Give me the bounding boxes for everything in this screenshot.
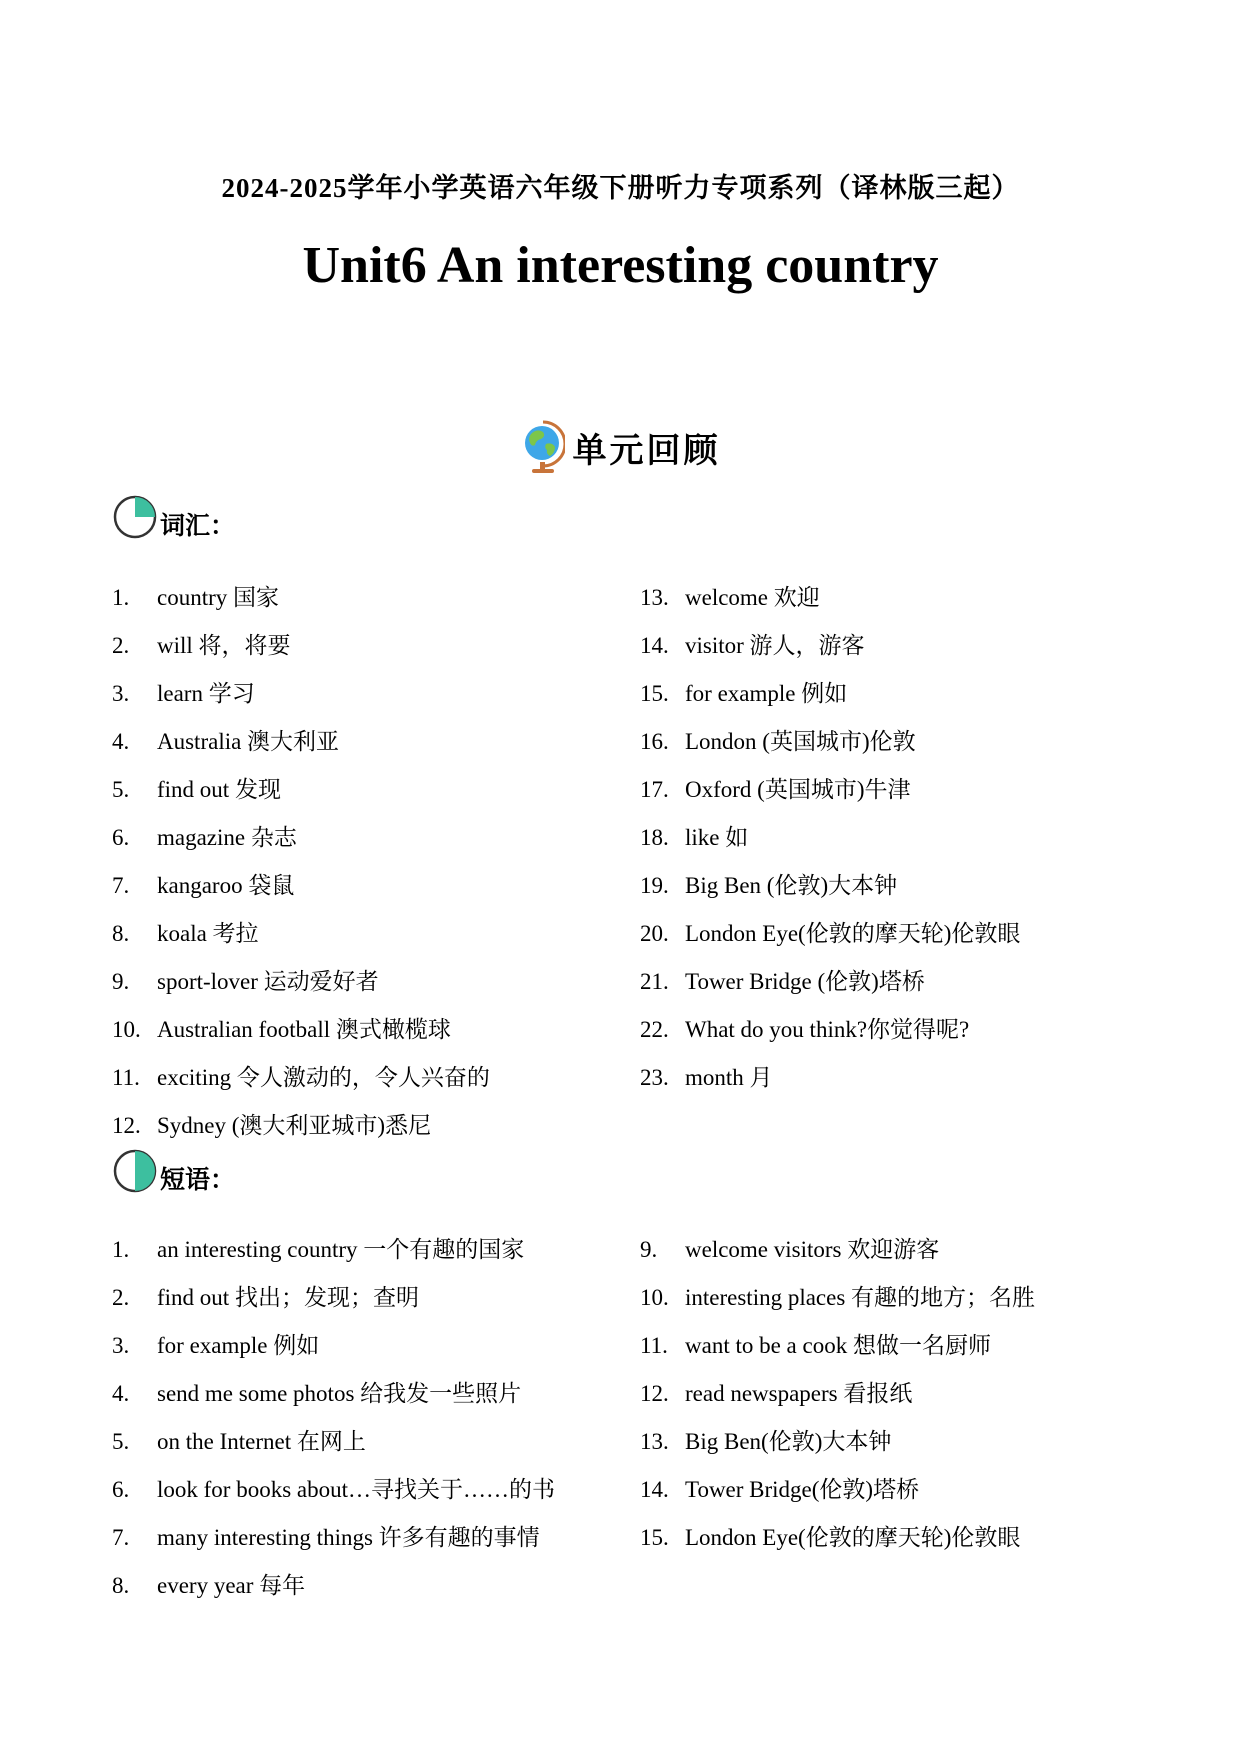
section-heading: [0, 418, 1241, 476]
list-item: [640, 670, 1020, 718]
item-number: 14.: [640, 1477, 669, 1502]
item-text: month 月: [685, 1065, 773, 1090]
item-text: look for books about…寻找关于……的书: [157, 1477, 556, 1502]
item-text: Australia 澳大利亚: [157, 729, 340, 754]
item-number: 23.: [640, 1065, 669, 1090]
item-text: country 国家: [157, 585, 280, 610]
list-item: [640, 1322, 1035, 1370]
list-item: [640, 1226, 1035, 1274]
list-item: [112, 1226, 555, 1274]
item-number: 10.: [640, 1285, 669, 1310]
list-item: [112, 622, 490, 670]
item-text: like 如: [685, 825, 749, 850]
item-number: 19.: [640, 873, 669, 898]
pie-half-icon: [112, 1148, 158, 1194]
item-number: 18.: [640, 825, 669, 850]
list-item: [112, 1322, 555, 1370]
item-number: 2.: [112, 1285, 130, 1310]
item-text: find out 发现: [157, 777, 281, 802]
list-item: [112, 1562, 555, 1610]
phrases-list-left: [112, 1226, 555, 1610]
phrases-label: 短语：: [160, 1167, 236, 1194]
item-text: many interesting things 许多有趣的事情: [157, 1525, 540, 1550]
item-number: 6.: [112, 825, 130, 850]
list-item: [640, 622, 1020, 670]
list-item: [640, 574, 1020, 622]
item-number: 7.: [112, 873, 130, 898]
item-text: read newspapers 看报纸: [685, 1381, 913, 1406]
list-item: [640, 1418, 1035, 1466]
list-item: [112, 1054, 490, 1102]
list-item: [112, 1274, 555, 1322]
item-number: 22.: [640, 1017, 669, 1042]
list-item: [640, 718, 1020, 766]
item-number: 13.: [640, 585, 669, 610]
item-number: 2.: [112, 633, 130, 658]
pie-quarter-icon: [112, 494, 158, 540]
list-item: [112, 1466, 555, 1514]
item-text: magazine 杂志: [157, 825, 297, 850]
phrases-list-right: [640, 1226, 1035, 1562]
item-text: on the Internet 在网上: [157, 1429, 366, 1454]
item-text: an interesting country 一个有趣的国家: [157, 1237, 525, 1262]
item-text: send me some photos 给我发一些照片: [157, 1381, 522, 1406]
item-number: 3.: [112, 1333, 130, 1358]
list-item: [112, 670, 490, 718]
document-title: Unit6 An interesting country: [302, 237, 939, 294]
item-number: 5.: [112, 777, 130, 802]
item-text: koala 考拉: [157, 921, 259, 946]
item-number: 1.: [112, 585, 130, 610]
list-item: [112, 862, 490, 910]
list-item: [640, 1274, 1035, 1322]
list-item: [640, 1054, 1020, 1102]
item-number: 3.: [112, 681, 130, 706]
item-number: 6.: [112, 1477, 130, 1502]
item-text: exciting 令人激动的，令人兴奋的: [157, 1065, 490, 1090]
vocabulary-list-right: [640, 574, 1020, 1102]
list-item: [112, 1370, 555, 1418]
section-title: 单元回顾: [572, 432, 721, 470]
item-number: 5.: [112, 1429, 130, 1454]
item-text: for example 例如: [157, 1333, 320, 1358]
list-item: [640, 958, 1020, 1006]
list-item: [640, 814, 1020, 862]
item-number: 15.: [640, 1525, 669, 1550]
list-item: [640, 1370, 1035, 1418]
item-number: 10.: [112, 1017, 141, 1042]
item-text: London (英国城市)伦敦: [685, 729, 916, 754]
item-number: 8.: [112, 1573, 130, 1598]
list-item: [112, 718, 490, 766]
item-text: What do you think?你觉得呢?: [685, 1017, 970, 1042]
globe-icon: [521, 418, 565, 476]
list-item: [112, 574, 490, 622]
list-item: [640, 1514, 1035, 1562]
item-number: 4.: [112, 729, 130, 754]
item-text: interesting places 有趣的地方；名胜: [685, 1285, 1036, 1310]
item-number: 12.: [112, 1113, 141, 1138]
item-text: welcome visitors 欢迎游客: [685, 1237, 940, 1262]
list-item: [112, 814, 490, 862]
item-text: sport-lover 运动爱好者: [157, 969, 379, 994]
list-item: [640, 862, 1020, 910]
item-text: London Eye(伦敦的摩天轮)伦敦眼: [685, 921, 1021, 946]
item-number: 4.: [112, 1381, 130, 1406]
item-number: 9.: [640, 1237, 658, 1262]
vocabulary-label: 词汇：: [160, 513, 236, 540]
item-text: every year 每年: [157, 1573, 306, 1598]
list-item: [112, 958, 490, 1006]
item-text: kangaroo 袋鼠: [157, 873, 295, 898]
item-number: 1.: [112, 1237, 130, 1262]
list-item: [640, 1466, 1035, 1514]
list-item: [640, 766, 1020, 814]
list-item: [640, 1006, 1020, 1054]
item-number: 12.: [640, 1381, 669, 1406]
item-text: find out 找出；发现；查明: [157, 1285, 419, 1310]
item-text: will 将，将要: [157, 633, 291, 658]
item-text: Tower Bridge(伦敦)塔桥: [685, 1477, 920, 1502]
item-number: 15.: [640, 681, 669, 706]
item-text: learn 学习: [157, 681, 255, 706]
list-item: [112, 766, 490, 814]
item-text: London Eye(伦敦的摩天轮)伦敦眼: [685, 1525, 1021, 1550]
item-number: 11.: [112, 1065, 140, 1090]
list-item: [112, 1514, 555, 1562]
item-text: Tower Bridge (伦敦)塔桥: [685, 969, 925, 994]
item-number: 16.: [640, 729, 669, 754]
item-text: Big Ben (伦敦)大本钟: [685, 873, 898, 898]
vocabulary-list-left: [112, 574, 490, 1150]
list-item: [640, 910, 1020, 958]
item-number: 11.: [640, 1333, 668, 1358]
list-item: [112, 1006, 490, 1054]
item-text: Sydney (澳大利亚城市)悉尼: [157, 1113, 432, 1138]
item-number: 21.: [640, 969, 669, 994]
item-number: 14.: [640, 633, 669, 658]
list-item: [112, 910, 490, 958]
item-text: Australian football 澳式橄榄球: [157, 1017, 451, 1042]
item-text: want to be a cook 想做一名厨师: [685, 1333, 991, 1358]
item-number: 7.: [112, 1525, 130, 1550]
item-text: welcome 欢迎: [685, 585, 820, 610]
item-number: 13.: [640, 1429, 669, 1454]
item-number: 8.: [112, 921, 130, 946]
phrases-heading: [112, 1146, 235, 1196]
item-text: Big Ben(伦敦)大本钟: [685, 1429, 892, 1454]
item-number: 9.: [112, 969, 130, 994]
item-number: 17.: [640, 777, 669, 802]
item-text: for example 例如: [685, 681, 848, 706]
vocabulary-heading: [112, 492, 235, 542]
item-text: visitor 游人，游客: [685, 633, 865, 658]
list-item: [112, 1102, 490, 1150]
item-number: 20.: [640, 921, 669, 946]
document-subtitle: 2024-2025学年小学英语六年级下册听力专项系列（译林版三起）: [221, 173, 1020, 203]
list-item: [112, 1418, 555, 1466]
item-text: Oxford (英国城市)牛津: [685, 777, 911, 802]
